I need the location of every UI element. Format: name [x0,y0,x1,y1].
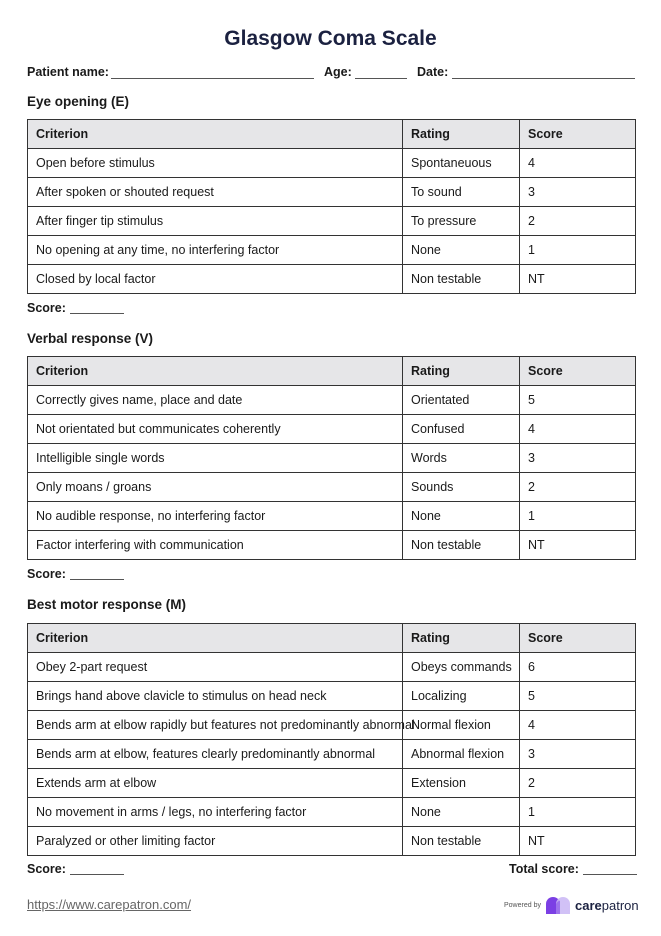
criterion-cell: Obey 2-part request [28,653,403,682]
rating-cell: None [403,236,520,265]
header-rating: Rating [403,624,520,653]
motor-response-table [27,623,636,856]
table-row [28,415,636,444]
rating-cell: Non testable [403,827,520,856]
rating-cell: Orientated [403,386,520,415]
table-row [28,502,636,531]
header-criterion: Criterion [28,624,403,653]
table-row [28,740,636,769]
table-row [28,236,636,265]
score-cell: 2 [520,473,636,502]
score-cell: 6 [520,653,636,682]
brand-bold: care [575,898,602,913]
rating-cell: Confused [403,415,520,444]
rating-cell: Extension [403,769,520,798]
rating-cell: Words [403,444,520,473]
table-row [28,769,636,798]
motor-score-field[interactable] [70,874,124,875]
table-row [28,798,636,827]
header-score: Score [520,120,636,149]
table-row [28,682,636,711]
total-score-label: Total score: [509,862,579,876]
total-score-line [509,862,637,876]
rating-cell: Abnormal flexion [403,740,520,769]
score-cell: 4 [520,415,636,444]
table-header-row [28,357,636,386]
age-field[interactable] [355,78,407,79]
criterion-cell: Paralyzed or other limiting factor [28,827,403,856]
table-row [28,827,636,856]
table-row [28,473,636,502]
total-score-field[interactable] [583,874,637,875]
powered-by-badge [504,896,639,916]
score-cell: 2 [520,207,636,236]
table-row [28,653,636,682]
date-label: Date: [417,65,449,79]
table-row [28,444,636,473]
criterion-cell: After spoken or shouted request [28,178,403,207]
table-row [28,711,636,740]
verbal-score-field[interactable] [70,579,124,580]
criterion-cell: Bends arm at elbow rapidly but features not predominantly abnormal [28,711,403,740]
rating-cell: None [403,502,520,531]
rating-cell: Localizing [403,682,520,711]
criterion-cell: After finger tip stimulus [28,207,403,236]
motor-score-line [27,862,124,876]
criterion-cell: Factor interfering with communication [28,531,403,560]
criterion-cell: Closed by local factor [28,265,403,294]
patient-name-field[interactable] [111,78,314,79]
criterion-cell: Brings hand above clavicle to stimulus on head neck [28,682,403,711]
criterion-cell: Intelligible single words [28,444,403,473]
carepatron-logo-icon [544,897,572,915]
brand-rest: patron [601,898,639,913]
score-cell: 1 [520,502,636,531]
page-title: Glasgow Coma Scale [224,27,437,50]
patient-name-label: Patient name: [27,65,109,79]
carepatron-link[interactable]: https://www.carepatron.com/ [27,897,192,912]
score-cell: 3 [520,444,636,473]
powered-by-label: Powered by [504,902,541,909]
header-score: Score [520,624,636,653]
date-field[interactable] [452,78,635,79]
criterion-cell: No opening at any time, no interfering factor [28,236,403,265]
score-cell: 1 [520,236,636,265]
score-cell: 4 [520,149,636,178]
rating-cell: Sounds [403,473,520,502]
score-cell: 5 [520,386,636,415]
header-score: Score [520,357,636,386]
table-row [28,265,636,294]
rating-cell: None [403,798,520,827]
header-criterion: Criterion [28,357,403,386]
eye-score-label: Score: [27,301,66,315]
rating-cell: Normal flexion [403,711,520,740]
score-cell: 4 [520,711,636,740]
score-cell: NT [520,265,636,294]
criterion-cell: Open before stimulus [28,149,403,178]
eye-score-field[interactable] [70,313,124,314]
header-rating: Rating [403,120,520,149]
section-title-verbal: Verbal response (V) [27,331,154,346]
eye-score-line [27,301,124,315]
score-cell: NT [520,827,636,856]
eye-opening-table [27,119,636,294]
criterion-cell: Extends arm at elbow [28,769,403,798]
criterion-cell: No audible response, no interfering factor [28,502,403,531]
motor-score-label: Score: [27,862,66,876]
table-row [28,531,636,560]
criterion-cell: Bends arm at elbow, features clearly predominantly abnormal [28,740,403,769]
table-header-row [28,120,636,149]
score-cell: 3 [520,178,636,207]
carepatron-brand [575,898,639,913]
criterion-cell: No movement in arms / legs, no interfering factor [28,798,403,827]
section-title-motor: Best motor response (M) [27,597,187,612]
table-row [28,178,636,207]
table-row [28,149,636,178]
criterion-cell: Only moans / groans [28,473,403,502]
header-rating: Rating [403,357,520,386]
table-row [28,386,636,415]
header-criterion: Criterion [28,120,403,149]
age-label: Age: [324,65,352,79]
rating-cell: Non testable [403,531,520,560]
verbal-score-label: Score: [27,567,66,581]
rating-cell: To pressure [403,207,520,236]
table-row [28,207,636,236]
patient-info-row [27,63,635,81]
score-cell: NT [520,531,636,560]
score-cell: 3 [520,740,636,769]
section-title-eye: Eye opening (E) [27,94,130,109]
criterion-cell: Correctly gives name, place and date [28,386,403,415]
score-cell: 2 [520,769,636,798]
rating-cell: Spontaneuous [403,149,520,178]
verbal-score-line [27,567,124,581]
rating-cell: Obeys commands [403,653,520,682]
rating-cell: Non testable [403,265,520,294]
table-header-row [28,624,636,653]
criterion-cell: Not orientated but communicates coherently [28,415,403,444]
rating-cell: To sound [403,178,520,207]
score-cell: 1 [520,798,636,827]
verbal-response-table [27,356,636,560]
score-cell: 5 [520,682,636,711]
